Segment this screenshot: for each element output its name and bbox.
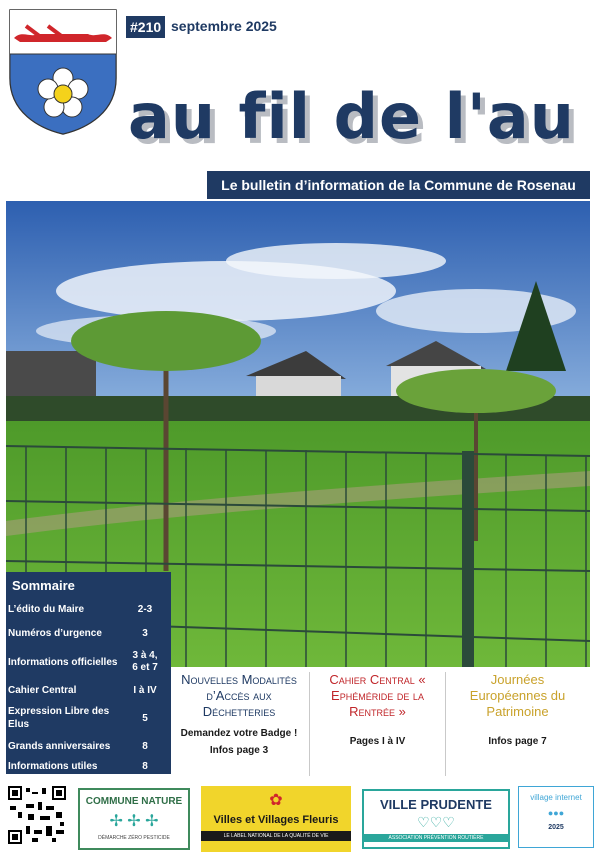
logo-year: 2025 bbox=[548, 824, 564, 831]
logo-title: village internet bbox=[530, 793, 582, 802]
toc-item-label: Grands anniversaires bbox=[8, 740, 111, 752]
toc-item-label: Informations officielles bbox=[8, 656, 118, 668]
toc-item[interactable] bbox=[6, 597, 171, 621]
toc-item-label: Cahier Central bbox=[8, 684, 77, 696]
flower-icon: ✿ bbox=[269, 792, 283, 809]
toc-item[interactable] bbox=[6, 645, 171, 679]
toc-item-label: Informations utiles bbox=[8, 760, 98, 772]
at-rating-icon: ●●● bbox=[547, 808, 565, 818]
logo-tagline: ASSOCIATION PRÉVENTION ROUTIÈRE bbox=[364, 834, 508, 842]
toc-item[interactable] bbox=[6, 621, 171, 645]
village-internet-logo bbox=[518, 786, 594, 848]
villes-fleuris-logo bbox=[201, 786, 351, 852]
feature-subtext: Demandez votre Badge ! bbox=[180, 728, 298, 739]
logo-title: VILLE PRUDENTE bbox=[380, 797, 492, 812]
feature-heading: Journées Européennes du Patrimoine bbox=[469, 672, 566, 719]
coat-of-arms-icon bbox=[8, 8, 118, 136]
logo-tagline: DÉMARCHE ZÉRO PESTICIDE bbox=[98, 835, 170, 841]
toc-item[interactable] bbox=[6, 679, 171, 701]
logo-title: Villes et Villages Fleuris bbox=[213, 814, 339, 826]
feature-subtext: Pages I à IV bbox=[349, 736, 406, 747]
toc-item-label: L’édito du Maire bbox=[8, 603, 85, 615]
toc-item-pages: 3 bbox=[142, 627, 148, 639]
toc-item[interactable] bbox=[6, 701, 171, 735]
toc-item-pages: 2-3 bbox=[137, 603, 153, 615]
toc-item-pages: 3 à 4, 6 et 7 bbox=[132, 650, 158, 673]
issue-date: septembre 2025 bbox=[171, 18, 277, 34]
toc-item[interactable] bbox=[6, 735, 171, 757]
bulletin-title: au fil de l'au bbox=[128, 80, 575, 153]
table-of-contents bbox=[6, 572, 171, 774]
feature-heading: Nouvelles Modalités d’Accès aux Déchetteries bbox=[181, 672, 297, 719]
issue-number: #210 bbox=[126, 16, 165, 38]
feature-dechetteries bbox=[171, 672, 307, 776]
toc-item-pages: 5 bbox=[142, 712, 148, 724]
toc-item-label: Numéros d’urgence bbox=[8, 627, 102, 639]
feature-heading: Cahier Central « Ephéméride de la Rentrée » bbox=[329, 672, 426, 719]
hearts-icon: ♡♡♡ bbox=[417, 814, 455, 830]
feature-subtext: Infos page 3 bbox=[209, 745, 269, 756]
subtitle-bar: Le bulletin d’information de la Commune de Rosenau bbox=[207, 171, 590, 199]
toc-item[interactable] bbox=[6, 757, 171, 775]
toc-item-label: Expression Libre des Elus bbox=[8, 706, 110, 730]
qr-code-icon[interactable] bbox=[8, 786, 66, 844]
logo-tagline: LE LABEL NATIONAL DE LA QUALITÉ DE VIE bbox=[201, 831, 351, 841]
feature-cahier-central bbox=[309, 672, 446, 776]
commune-nature-logo bbox=[78, 788, 190, 850]
ville-prudente-logo bbox=[362, 789, 510, 849]
logo-title: COMMUNE NATURE bbox=[85, 796, 183, 807]
toc-item-pages: 8 bbox=[142, 760, 148, 772]
toc-item-pages: 8 bbox=[142, 740, 148, 752]
dragonfly-icon: ✢ ✢ ✢ bbox=[109, 813, 159, 830]
toc-item-pages: I à IV bbox=[133, 684, 157, 696]
feature-patrimoine bbox=[445, 672, 590, 776]
feature-subtext: Infos page 7 bbox=[488, 736, 547, 747]
toc-heading: Sommaire bbox=[12, 578, 75, 593]
